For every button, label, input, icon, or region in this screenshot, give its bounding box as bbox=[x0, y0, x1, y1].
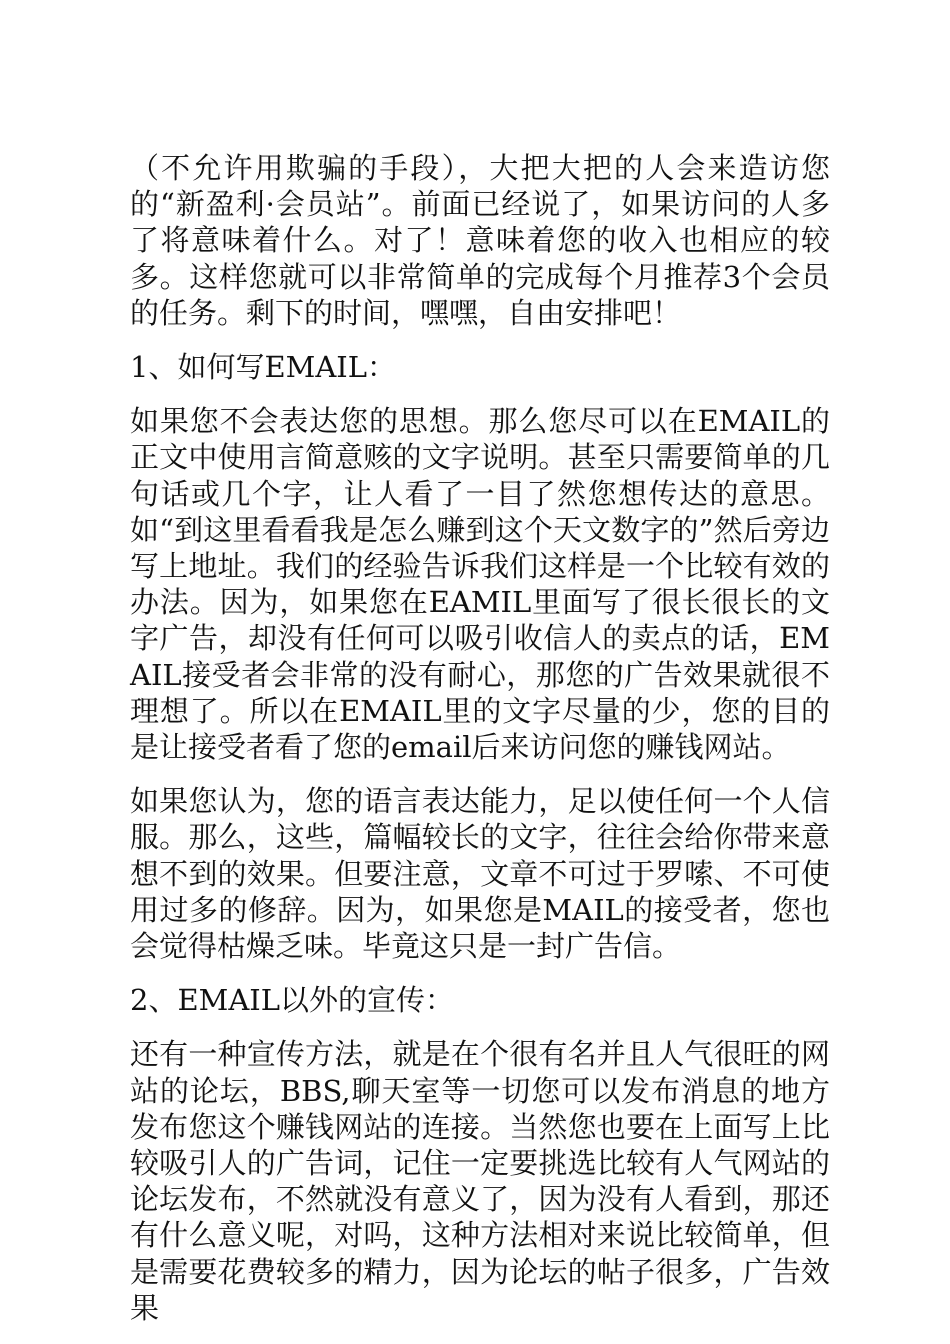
section-heading-email: 1、如何写EMAIL： bbox=[130, 350, 396, 385]
paragraph-email-long: 如果您认为，您的语言表达能力，足以使任何一个人信服。那么，这些，篇幅较长的文字，往往会给你带来意想不到的效果。但要注意，文章不可过于罗嗦、不可使用过多的修辞。因为，如果您是MAIL的接受者，您也会觉得枯燥乏味。毕竟这只是一封广告信。 bbox=[130, 784, 830, 964]
document-body bbox=[130, 150, 830, 1344]
paragraph-forum-promotion: 还有一种宣传方法，就是在个很有名并且人气很旺的网站的论坛，BBS,聊天室等一切您可以发布消息的地方发布您这个赚钱网站的连接。当然您也要在上面写上比较吸引人的广告词，记住一定要挑选比较有人气网站的论坛发布，不然就没有意义了，因为没有人看到，那还有什么意义呢，对吗，这种方法相对来说比较简单，但是需要花费较多的精力，因为论坛的帖子很多，广告效果 bbox=[130, 1037, 830, 1325]
paragraph-intro: （不允许用欺骗的手段），大把大把的人会来造访您的“新盈利·会员站”。前面已经说了，如果访问的人多了将意味着什么。对了！意味着您的收入也相应的较多。这样您就可以非常简单的完成每个月推荐3个会员的任务。剩下的时间，嘿嘿，自由安排吧！ bbox=[130, 151, 830, 330]
section-heading-other-promotion: 2、EMAIL以外的宣传： bbox=[130, 983, 454, 1018]
paragraph-email-short: 如果您不会表达您的思想。那么您尽可以在EMAIL的正文中使用言简意赅的文字说明。甚至只需要简单的几句话或几个字，让人看了一目了然您想传达的意思。如“到这里看看我是怎么赚到这个天文数字的”然后旁边写上地址。我们的经验告诉我们这样是一个比较有效的办法。因为，如果您在EAMIL里面写了很长很长的文字广告，却没有任何可以吸引收信人的卖点的话，EMAIL接受者会非常的没有耐心，那您的广告效果就很不理想了。所以在EMAIL里的文字尽量的少，您的目的是让接受者看了您的email后来访问您的赚钱网站。 bbox=[130, 404, 830, 765]
